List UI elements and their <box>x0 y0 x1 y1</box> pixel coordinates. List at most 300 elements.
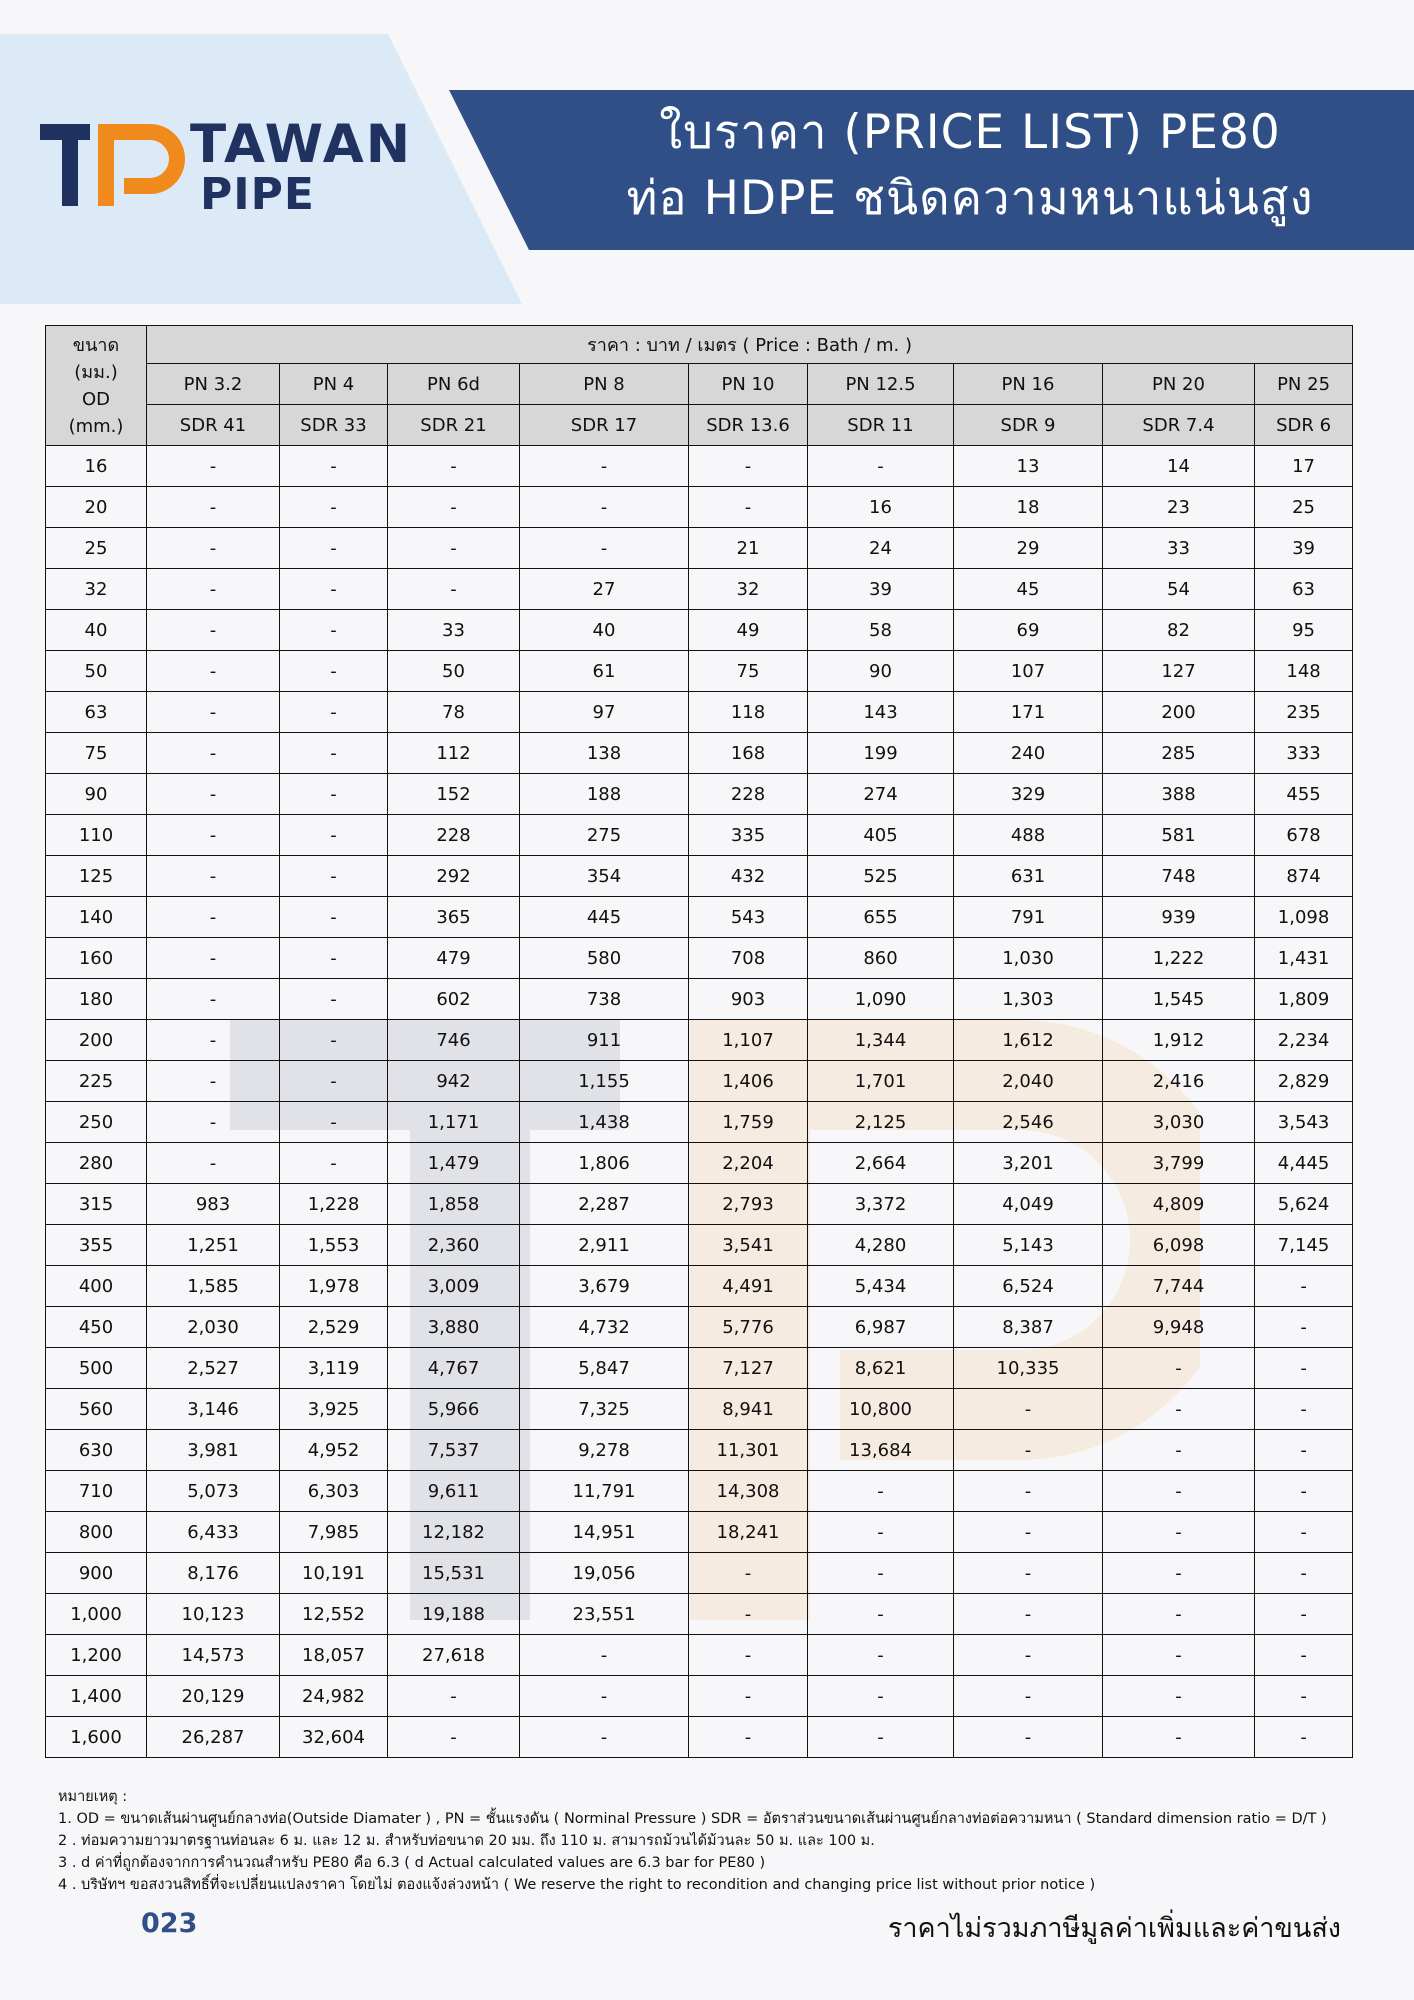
table-row <box>46 1389 1353 1430</box>
price-cell: 388 <box>1103 774 1255 815</box>
price-cell: 1,107 <box>689 1020 808 1061</box>
note-item: 3 . d ค่าที่ถูกต้องจากการคำนวณสำหรับ PE80 คือ 6.3 ( d Actual calculated values are 6.3 bar for PE80 ) <box>58 1855 766 1871</box>
price-cell: 2,546 <box>954 1102 1103 1143</box>
pn-header-row <box>46 364 1353 405</box>
price-cell: 3,543 <box>1255 1102 1353 1143</box>
price-cell: - <box>147 610 280 651</box>
price-cell: - <box>280 692 388 733</box>
size-cell: 25 <box>46 528 147 569</box>
price-cell: - <box>954 1594 1103 1635</box>
price-cell: 75 <box>689 651 808 692</box>
price-cell: 1,759 <box>689 1102 808 1143</box>
price-cell: - <box>147 897 280 938</box>
price-cell: 275 <box>520 815 689 856</box>
size-cell: 20 <box>46 487 147 528</box>
price-cell: 5,847 <box>520 1348 689 1389</box>
price-cell: 5,434 <box>808 1266 954 1307</box>
sdr-header-cell: SDR 9 <box>954 405 1103 446</box>
price-cell: - <box>1255 1717 1353 1758</box>
price-cell: 26,287 <box>147 1717 280 1758</box>
price-cell: 1,171 <box>388 1102 520 1143</box>
price-cell: 4,280 <box>808 1225 954 1266</box>
table-row <box>46 1307 1353 1348</box>
price-cell: 3,146 <box>147 1389 280 1430</box>
table-row <box>46 569 1353 610</box>
price-cell: - <box>520 1635 689 1676</box>
price-cell: 14,573 <box>147 1635 280 1676</box>
price-cell: - <box>1255 1348 1353 1389</box>
size-cell: 1,400 <box>46 1676 147 1717</box>
table-row <box>46 1102 1353 1143</box>
sdr-header-cell: SDR 41 <box>147 405 280 446</box>
price-cell: - <box>280 733 388 774</box>
price-cell: 1,978 <box>280 1266 388 1307</box>
price-cell: 738 <box>520 979 689 1020</box>
table-row <box>46 1143 1353 1184</box>
price-cell: 10,123 <box>147 1594 280 1635</box>
price-cell: 12,552 <box>280 1594 388 1635</box>
price-cell: 874 <box>1255 856 1353 897</box>
price-cell: - <box>280 1020 388 1061</box>
price-cell: - <box>280 815 388 856</box>
price-cell: - <box>1255 1307 1353 1348</box>
price-cell: - <box>1103 1635 1255 1676</box>
price-cell: 24 <box>808 528 954 569</box>
price-cell: 78 <box>388 692 520 733</box>
price-cell: 168 <box>689 733 808 774</box>
price-cell: 746 <box>388 1020 520 1061</box>
price-cell: 3,880 <box>388 1307 520 1348</box>
price-cell: - <box>147 1143 280 1184</box>
table-row <box>46 774 1353 815</box>
price-cell: - <box>280 528 388 569</box>
pn-header-cell: PN 4 <box>280 364 388 405</box>
price-cell: 4,952 <box>280 1430 388 1471</box>
price-cell: - <box>689 446 808 487</box>
price-cell: - <box>280 1061 388 1102</box>
price-cell: 9,278 <box>520 1430 689 1471</box>
price-cell: 6,098 <box>1103 1225 1255 1266</box>
size-cell: 1,600 <box>46 1717 147 1758</box>
price-cell: 354 <box>520 856 689 897</box>
price-cell: 5,624 <box>1255 1184 1353 1225</box>
price-cell: 5,143 <box>954 1225 1103 1266</box>
price-cell: 2,911 <box>520 1225 689 1266</box>
table-row <box>46 692 1353 733</box>
note-item: 4 . บริษัทฯ ขอสงวนสิทธิ์ที่จะเปลี่ยนแปลงราคา โดยไม่ ตองแจ้งล่วงหน้า ( We reserve the right to recondition and changing price list without prior notice ) <box>58 1877 1096 1893</box>
price-cell: 2,204 <box>689 1143 808 1184</box>
table-row <box>46 1553 1353 1594</box>
price-cell: 61 <box>520 651 689 692</box>
price-cell: 49 <box>689 610 808 651</box>
price-cell: 5,966 <box>388 1389 520 1430</box>
price-cell: - <box>280 446 388 487</box>
price-cell: 228 <box>689 774 808 815</box>
price-cell: - <box>280 1143 388 1184</box>
price-cell: 21 <box>689 528 808 569</box>
price-cell: 445 <box>520 897 689 938</box>
price-cell: - <box>1103 1348 1255 1389</box>
price-cell: 543 <box>689 897 808 938</box>
size-cell: 90 <box>46 774 147 815</box>
price-cell: 631 <box>954 856 1103 897</box>
size-cell: 200 <box>46 1020 147 1061</box>
price-cell: - <box>808 1471 954 1512</box>
price-cell: - <box>147 774 280 815</box>
price-cell: 10,191 <box>280 1553 388 1594</box>
size-cell: 560 <box>46 1389 147 1430</box>
price-cell: - <box>1103 1471 1255 1512</box>
price-cell: - <box>1255 1389 1353 1430</box>
price-cell: 16 <box>808 487 954 528</box>
price-cell: - <box>388 446 520 487</box>
size-cell: 630 <box>46 1430 147 1471</box>
table-row <box>46 1020 1353 1061</box>
size-cell: 110 <box>46 815 147 856</box>
price-cell: - <box>147 569 280 610</box>
price-cell: 29 <box>954 528 1103 569</box>
price-cell: - <box>147 938 280 979</box>
pn-header-cell: PN 12.5 <box>808 364 954 405</box>
price-cell: 7,985 <box>280 1512 388 1553</box>
brand-name-line1: TAWAN <box>190 114 413 175</box>
price-cell: 2,527 <box>147 1348 280 1389</box>
sdr-header-cell: SDR 33 <box>280 405 388 446</box>
size-cell: 160 <box>46 938 147 979</box>
price-cell: - <box>280 774 388 815</box>
price-cell: - <box>1103 1717 1255 1758</box>
price-cell: - <box>147 733 280 774</box>
price-cell: 285 <box>1103 733 1255 774</box>
price-cell: 1,858 <box>388 1184 520 1225</box>
price-cell: 525 <box>808 856 954 897</box>
price-cell: - <box>808 1512 954 1553</box>
price-cell: 432 <box>689 856 808 897</box>
price-cell: 24,982 <box>280 1676 388 1717</box>
price-cell: 581 <box>1103 815 1255 856</box>
price-cell: 3,925 <box>280 1389 388 1430</box>
price-cell: 479 <box>388 938 520 979</box>
price-cell: 45 <box>954 569 1103 610</box>
price-cell: 2,287 <box>520 1184 689 1225</box>
price-cell: - <box>520 487 689 528</box>
price-cell: - <box>280 897 388 938</box>
price-cell: 2,125 <box>808 1102 954 1143</box>
price-cell: 8,621 <box>808 1348 954 1389</box>
price-cell: 7,325 <box>520 1389 689 1430</box>
price-cell: 27 <box>520 569 689 610</box>
price-cell: 97 <box>520 692 689 733</box>
price-cell: 2,416 <box>1103 1061 1255 1102</box>
price-cell: 3,799 <box>1103 1143 1255 1184</box>
price-cell: - <box>147 1061 280 1102</box>
price-cell: 488 <box>954 815 1103 856</box>
price-cell: - <box>808 1594 954 1635</box>
price-cell: 580 <box>520 938 689 979</box>
price-cell: - <box>689 1635 808 1676</box>
price-cell: - <box>280 1102 388 1143</box>
brand-name-line2: PIPE <box>200 169 315 220</box>
size-cell: 400 <box>46 1266 147 1307</box>
price-cell: - <box>1255 1471 1353 1512</box>
price-cell: 678 <box>1255 815 1353 856</box>
price-cell: 148 <box>1255 651 1353 692</box>
size-cell: 315 <box>46 1184 147 1225</box>
price-cell: 2,360 <box>388 1225 520 1266</box>
price-cell: 365 <box>388 897 520 938</box>
price-cell: 4,049 <box>954 1184 1103 1225</box>
price-cell: 1,406 <box>689 1061 808 1102</box>
price-cell: - <box>388 487 520 528</box>
price-cell: 9,611 <box>388 1471 520 1512</box>
size-header-line: (mm.) <box>68 415 124 437</box>
table-row <box>46 528 1353 569</box>
sdr-header-cell: SDR 6 <box>1255 405 1353 446</box>
price-cell: 748 <box>1103 856 1255 897</box>
price-cell: - <box>808 1635 954 1676</box>
price-cell: 4,732 <box>520 1307 689 1348</box>
price-cell: - <box>954 1553 1103 1594</box>
pn-header-cell: PN 10 <box>689 364 808 405</box>
table-row <box>46 1512 1353 1553</box>
price-cell: - <box>689 1553 808 1594</box>
price-cell: 5,776 <box>689 1307 808 1348</box>
table-row <box>46 1061 1353 1102</box>
price-cell: 1,553 <box>280 1225 388 1266</box>
price-cell: - <box>954 1471 1103 1512</box>
price-cell: 1,912 <box>1103 1020 1255 1061</box>
price-cell: 1,155 <box>520 1061 689 1102</box>
page-number: 023 <box>141 1908 198 1939</box>
price-cell: 2,030 <box>147 1307 280 1348</box>
price-cell: - <box>808 1553 954 1594</box>
price-cell: 1,098 <box>1255 897 1353 938</box>
price-cell: 171 <box>954 692 1103 733</box>
table-row <box>46 610 1353 651</box>
size-cell: 140 <box>46 897 147 938</box>
price-cell: 791 <box>954 897 1103 938</box>
price-cell: 63 <box>1255 569 1353 610</box>
price-cell: 860 <box>808 938 954 979</box>
price-cell: 240 <box>954 733 1103 774</box>
price-cell: 118 <box>689 692 808 733</box>
price-cell: 333 <box>1255 733 1353 774</box>
price-cell: - <box>147 692 280 733</box>
sdr-header-row <box>46 405 1353 446</box>
price-cell: - <box>808 1676 954 1717</box>
price-cell: 10,335 <box>954 1348 1103 1389</box>
price-cell: 5,073 <box>147 1471 280 1512</box>
table-row <box>46 1348 1353 1389</box>
notes-heading: หมายเหตุ : <box>58 1789 128 1805</box>
pn-header-cell: PN 20 <box>1103 364 1255 405</box>
price-cell: 3,541 <box>689 1225 808 1266</box>
price-cell: 1,809 <box>1255 979 1353 1020</box>
price-cell: 3,119 <box>280 1348 388 1389</box>
size-cell: 710 <box>46 1471 147 1512</box>
price-cell: 329 <box>954 774 1103 815</box>
price-cell: 3,372 <box>808 1184 954 1225</box>
price-cell: - <box>1103 1553 1255 1594</box>
price-cell: - <box>1103 1389 1255 1430</box>
table-row <box>46 733 1353 774</box>
price-cell: 188 <box>520 774 689 815</box>
pn-header-cell: PN 6d <box>388 364 520 405</box>
price-cell: 602 <box>388 979 520 1020</box>
table-row <box>46 856 1353 897</box>
price-cell: - <box>147 528 280 569</box>
price-cell: 335 <box>689 815 808 856</box>
price-cell: - <box>520 528 689 569</box>
price-cell: - <box>147 487 280 528</box>
price-cell: 69 <box>954 610 1103 651</box>
price-cell: 1,090 <box>808 979 954 1020</box>
price-cell: 1,545 <box>1103 979 1255 1020</box>
price-cell: - <box>1255 1430 1353 1471</box>
price-cell: 2,664 <box>808 1143 954 1184</box>
price-cell: - <box>1103 1430 1255 1471</box>
size-cell: 180 <box>46 979 147 1020</box>
price-cell: 8,176 <box>147 1553 280 1594</box>
price-cell: 3,030 <box>1103 1102 1255 1143</box>
price-cell: 18,057 <box>280 1635 388 1676</box>
price-cell: 708 <box>689 938 808 979</box>
size-cell: 800 <box>46 1512 147 1553</box>
price-cell: - <box>388 528 520 569</box>
table-row <box>46 487 1353 528</box>
price-cell: 32,604 <box>280 1717 388 1758</box>
price-cell: 3,981 <box>147 1430 280 1471</box>
price-cell: - <box>280 651 388 692</box>
price-cell: 2,234 <box>1255 1020 1353 1061</box>
price-cell: 1,222 <box>1103 938 1255 979</box>
price-cell: 1,612 <box>954 1020 1103 1061</box>
price-cell: 903 <box>689 979 808 1020</box>
price-cell: - <box>1255 1676 1353 1717</box>
price-cell: - <box>520 446 689 487</box>
price-cell: - <box>280 979 388 1020</box>
price-cell: - <box>808 1717 954 1758</box>
size-cell: 1,200 <box>46 1635 147 1676</box>
price-cell: 1,431 <box>1255 938 1353 979</box>
price-cell: 3,201 <box>954 1143 1103 1184</box>
price-cell: 7,145 <box>1255 1225 1353 1266</box>
price-cell: - <box>147 856 280 897</box>
size-cell: 355 <box>46 1225 147 1266</box>
size-cell: 32 <box>46 569 147 610</box>
table-row <box>46 1635 1353 1676</box>
table-row <box>46 979 1353 1020</box>
sdr-header-cell: SDR 21 <box>388 405 520 446</box>
price-cell: 127 <box>1103 651 1255 692</box>
size-cell: 16 <box>46 446 147 487</box>
price-cell: 14,308 <box>689 1471 808 1512</box>
price-cell: - <box>954 1676 1103 1717</box>
price-cell: - <box>954 1635 1103 1676</box>
price-cell: - <box>689 487 808 528</box>
price-cell: 11,791 <box>520 1471 689 1512</box>
footer-price-note: ราคาไม่รวมภาษีมูลค่าเพิ่มและค่าขนส่ง <box>887 1913 1341 1944</box>
price-cell: - <box>520 1717 689 1758</box>
table-row <box>46 1676 1353 1717</box>
price-cell: - <box>1255 1635 1353 1676</box>
sdr-header-cell: SDR 7.4 <box>1103 405 1255 446</box>
price-cell: 6,303 <box>280 1471 388 1512</box>
price-cell: - <box>689 1717 808 1758</box>
price-cell: 2,529 <box>280 1307 388 1348</box>
price-cell: 50 <box>388 651 520 692</box>
price-cell: 7,127 <box>689 1348 808 1389</box>
price-cell: 13 <box>954 446 1103 487</box>
price-cell: 911 <box>520 1020 689 1061</box>
pn-header-cell: PN 25 <box>1255 364 1353 405</box>
price-cell: 25 <box>1255 487 1353 528</box>
price-cell: 18,241 <box>689 1512 808 1553</box>
price-cell: 10,800 <box>808 1389 954 1430</box>
price-cell: 6,524 <box>954 1266 1103 1307</box>
price-cell: 15,531 <box>388 1553 520 1594</box>
price-cell: 33 <box>1103 528 1255 569</box>
price-cell: 23 <box>1103 487 1255 528</box>
price-cell: 4,809 <box>1103 1184 1255 1225</box>
table-row <box>46 1430 1353 1471</box>
price-cell: 107 <box>954 651 1103 692</box>
size-cell: 40 <box>46 610 147 651</box>
price-cell: 1,585 <box>147 1266 280 1307</box>
price-cell: 18 <box>954 487 1103 528</box>
price-cell: 33 <box>388 610 520 651</box>
price-cell: 95 <box>1255 610 1353 651</box>
sdr-header-cell: SDR 11 <box>808 405 954 446</box>
price-cell: - <box>808 446 954 487</box>
price-cell: 655 <box>808 897 954 938</box>
title-line2: ท่อ HDPE ชนิดความหนาแน่นสูง <box>626 171 1314 226</box>
price-cell: - <box>689 1676 808 1717</box>
price-cell: 40 <box>520 610 689 651</box>
price-cell: 274 <box>808 774 954 815</box>
price-cell: 8,387 <box>954 1307 1103 1348</box>
size-cell: 900 <box>46 1553 147 1594</box>
size-cell: 1,000 <box>46 1594 147 1635</box>
price-table-body <box>46 446 1353 1758</box>
size-cell: 63 <box>46 692 147 733</box>
note-item: 2 . ท่อมความยาวมาตรฐานท่อนละ 6 ม. และ 12 ม. สำหรับท่อขนาด 20 มม. ถึง 110 ม. สามารถม้วนได้ม้วนละ 50 ม. และ 100 ม. <box>58 1833 875 1849</box>
price-cell: - <box>147 815 280 856</box>
size-cell: 225 <box>46 1061 147 1102</box>
price-cell: 939 <box>1103 897 1255 938</box>
price-cell: 9,948 <box>1103 1307 1255 1348</box>
table-row <box>46 1184 1353 1225</box>
price-cell: 1,701 <box>808 1061 954 1102</box>
tawan-pipe-logo-icon <box>38 118 188 213</box>
price-cell: 23,551 <box>520 1594 689 1635</box>
pn-header-cell: PN 16 <box>954 364 1103 405</box>
size-cell: 500 <box>46 1348 147 1389</box>
price-cell: 39 <box>1255 528 1353 569</box>
pn-header-cell: PN 3.2 <box>147 364 280 405</box>
price-cell: 58 <box>808 610 954 651</box>
price-cell: - <box>1103 1676 1255 1717</box>
price-cell: 14 <box>1103 446 1255 487</box>
table-row <box>46 815 1353 856</box>
table-row <box>46 897 1353 938</box>
price-cell: - <box>1103 1512 1255 1553</box>
page-title <box>560 100 1380 232</box>
price-cell: - <box>280 938 388 979</box>
price-cell: - <box>954 1512 1103 1553</box>
price-cell: 6,433 <box>147 1512 280 1553</box>
size-cell: 50 <box>46 651 147 692</box>
